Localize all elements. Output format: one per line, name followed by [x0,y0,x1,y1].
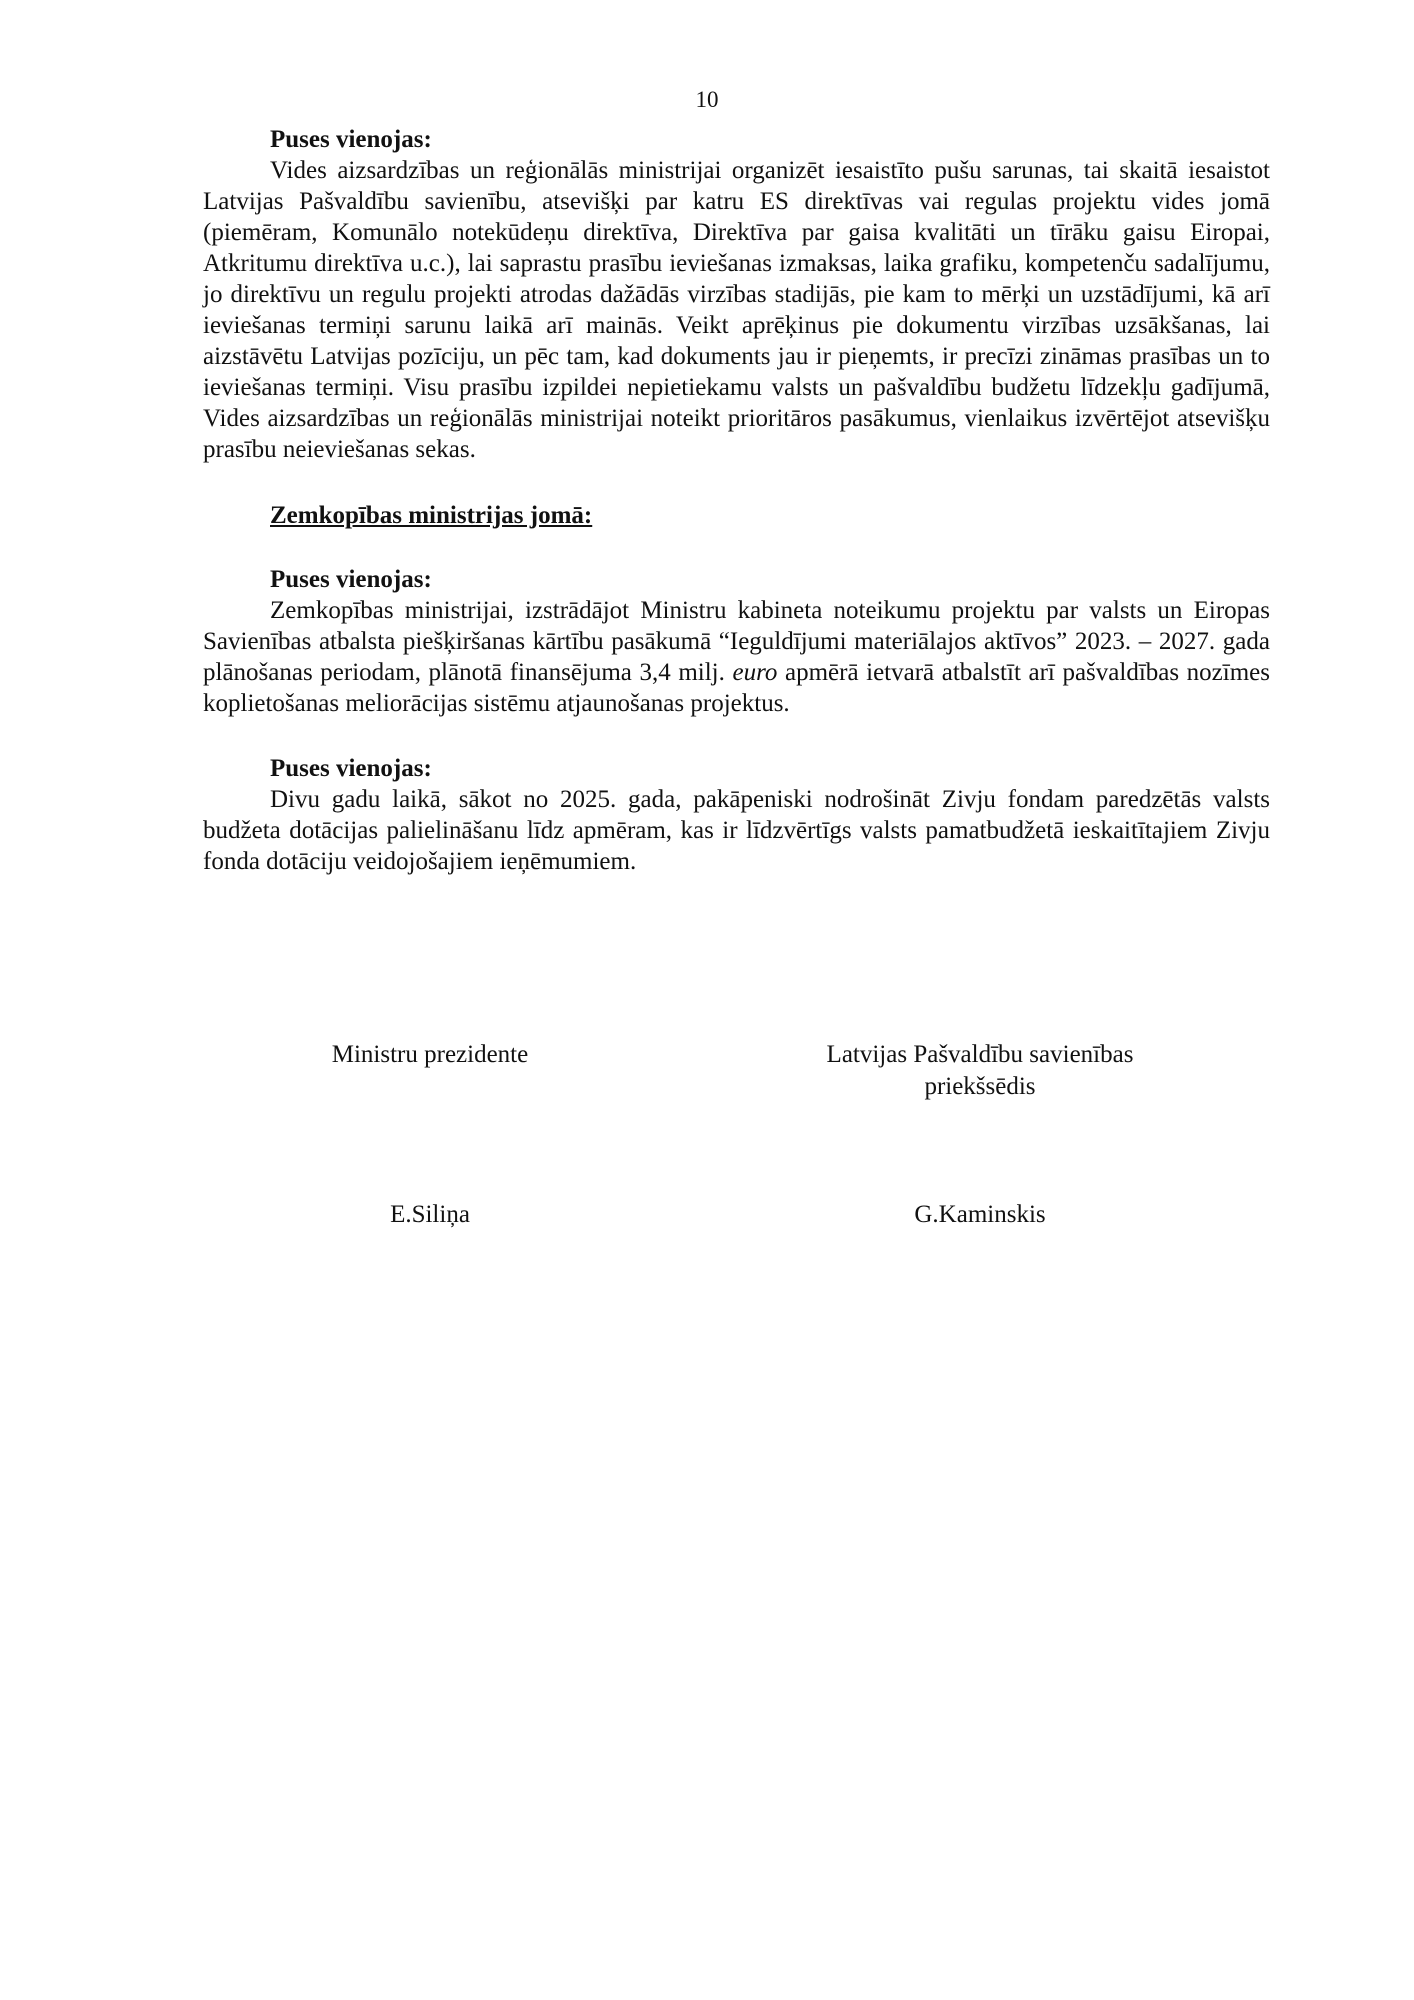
page-number: 10 [695,87,719,112]
agriculture-agreement-2-text: Divu gadu laikā, sākot no 2025. gada, pakāpeniski nodrošināt Zivju fondam paredzētās valsts budžeta dotācijas palielināšanu līdz apmēram, kas ir līdzvērtīgs valsts pamatbudžetā ieskaitītajiem Zivju fonda dotāciju veidojošajiem ieņēmumiem. [203,786,1270,875]
spacer [203,719,1270,753]
agriculture-agreement-1-text [203,595,1270,719]
agreement-1-text-end: apmērā ietvarā atbalstīt arī pašvaldības nozīmes koplietošanas meliorācijas sistēmu atjaunošanas projektus. [203,659,1270,717]
agreement-heading-environment: Puses vienojas: [270,126,432,153]
spacer [203,465,1270,500]
agreement-heading-agriculture-2: Puses vienojas: [270,755,432,782]
signatory-right-title-line-2: priekšsēdis [924,1073,1036,1100]
environment-agreement-text: Vides aizsardzības un reģionālās ministrijai organizēt iesaistīto pušu sarunas, tai skaitā iesaistot Latvijas Pašvaldību savienību, atsevišķi par katru ES direktīvas vai regulas projektu vides jomā (piemēram, Komunālo notekūdeņu direktīva, Direktīva par gaisa kvalitāti un tīrāku gaisu Eiropai, Atkritumu direktīva u.c.), lai saprastu prasību ieviešanas izmaksas, laika grafiku, kompetenču sadalījumu, jo direktīvu un regulu projekti atrodas dažādās virzības stadijās, pie kam to mērķi un uzstādījumi, kā arī ieviešanas termiņi sarunu laikā arī mainās. Veikt aprēķinus pie dokumentu virzības uzsākšanas, lai aizstāvētu Latvijas pozīciju, un pēc tam, kad dokuments jau ir pieņemts, ir precīzi zināmas prasības un to ieviešanas termiņi. Visu prasību izpildei nepietiekamu valsts un pašvaldību budžetu līdzekļu gadījumā, Vides aizsardzības un reģionālās ministrijai noteikt prioritāros pasākumus, vienlaikus izvērtējot atsevišķu prasību neieviešanas sekas. [203,157,1270,463]
agreement-heading-agriculture-1: Puses vienojas: [270,566,432,593]
section-title-agriculture: Zemkopības ministrijas jomā: [270,502,593,529]
signatory-left-title: Ministru prezidente [331,1041,529,1068]
signatory-right-name: G.Kaminskis [914,1201,1046,1228]
signatory-right-title-line-1: Latvijas Pašvaldību savienības [826,1041,1134,1068]
signatory-left-role [300,1039,560,1071]
signatory-left-name: E.Siliņa [390,1201,470,1228]
document-body [203,124,1270,877]
currency-euro-italic: euro [732,659,778,686]
spacer [203,531,1270,564]
agreement-1-text-start: Zemkopības ministrijai, izstrādājot Ministru kabineta noteikumu projektu par valsts un Eiropas Savienības atbalsta piešķiršanas kārtību pasākumā “Ieguldījumi materiālajos aktīvos” 2023. – 2027. gada plānošanas periodam, plānotā finansējuma 3,4 milj. [203,597,1270,686]
signatory-right-role [790,1039,1170,1103]
